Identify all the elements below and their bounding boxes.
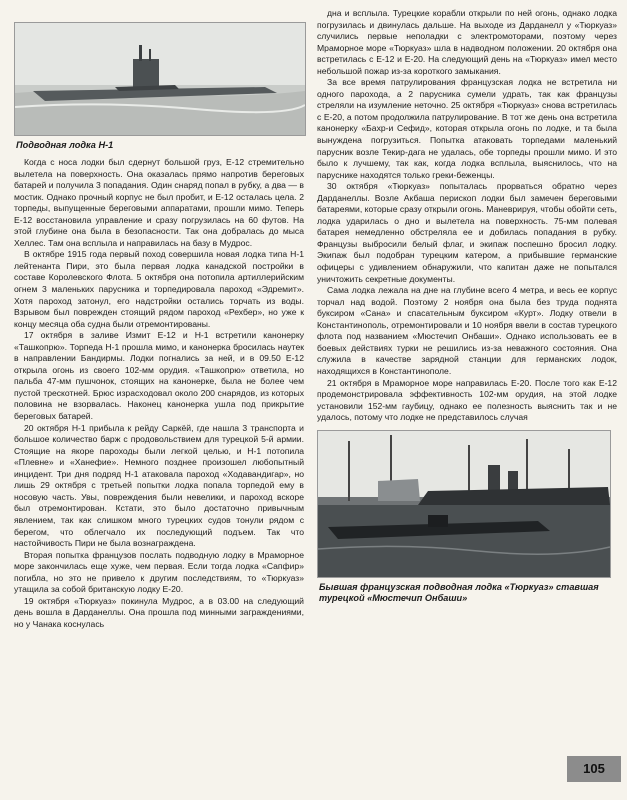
paragraph: 17 октября в заливе Измит Е-12 и Н-1 встретили канонерку «Ташкопрю». Торпеда Н-1 прошла мимо, и канонерка бросилась наутек в направлении Бандирмы. Лодки погнались за ней, и в 09.50 Е-12 открыла огонь из своего 102-мм орудия. «Ташкопрю» ответила, но пальба 47-мм пушчонок, стоящих на канонерке, была не более чем пустой трескотней. Брюс израсходовал около 200 снарядов, из которых половина не взорвалась. Наконец канонерка ушла под прикрытие береговых батарей. xyxy=(14,330,304,422)
page-number: 105 xyxy=(567,756,621,782)
paragraph: дна и всплыла. Турецкие корабли открыли по ней огонь, однако лодка погрузилась и двинулась дальше. На выходе из Дарданелл у «Тюркуаз» случились первые неполадки с электромоторами, поэтому через Мраморное море «Тюркуаз» шла в надводном положении. 20 октября она встретилась с Е-12 и Е-20. На следующий день на «Тюркуаз» имел место небольшой пожар из-за короткого замыкания. xyxy=(317,8,617,76)
paragraph: 30 октября «Тюркуаз» попыталась прорваться обратно через Дарданеллы. Возле Акбаша перископ лодки был замечен береговыми батареями, которые сразу открыли огонь. Маневрируя, чтобы обойти сеть, лодка ударилась о дно и вылетела на поверхность. 75-мм полевая батарея немедленно обстреляла ее и добилась попадания в рубку. Французы выбросили белый флаг, и экипаж поспешно бросил лодку. Экипаж был подобран турецким катером, а прибывшие германские офицеры с удивлением обнаружили, что капитан даже не попытался уничтожить секретные документы. xyxy=(317,181,617,284)
paragraph: В октябре 1915 года первый поход совершила новая лодка типа Н-1 лейтенанта Пири, это была первая лодка канадской постройки в составе Королевского Флота. 5 октября она потопила артиллерийским огнем 3 маленьких парусника и торпедировала пароход «Эдремит». Хотя пароход затонул, его надстройки остались торчать из воды. Взрывом был поврежден стоящий рядом пароход «Рехбер», но уже к концу месяца оба судна были отремонтированы. xyxy=(14,249,304,329)
photo-caption-h1: Подводная лодка Н-1 xyxy=(16,140,114,150)
harbor-ships-illustration xyxy=(318,431,610,577)
paragraph: Когда с носа лодки был сдернут большой груз, Е-12 стремительно вылетела на поверхность. Она оказалась прямо напротив береговых батарей и получила 3 попадания. Один снаряд попал в рубку, а два — в мостик. Однако прочный корпус не был пробит, и Е-12 осталась цела. 2 торпеды, выпущенные береговыми аппаратами, прошли мимо. Теперь Е-12 восстановила управление и сразу погрузилась на 60 футов. На этой глубине она была в безопасности. Так она добралась до мыса Хеллес. Там она всплыла и направилась на базу в Мудрос. xyxy=(14,157,304,248)
paragraph: За все время патрулирования французская лодка не встретила ни одного парохода, а 2 парусника сумели удрать, так как французы стреляли на изумление неточно. 25 октября «Тюркуаз» снова встретилась с Е-20, а потом продолжила патрулирование. В тот же день она встретила канонерку «Бахр-и Сефид», которая открыла огонь по лодке, и та была вынуждена погрузиться. Попытка атаковать торпедами маленький парусник возле Текир-дага не удалась, обе торпеды прошли мимо. И это было к лучшему, так как, когда лодка всплыла, выяснилось, что на паруснике находятся только греки-беженцы. xyxy=(317,77,617,180)
paragraph: Вторая попытка французов послать подводную лодку в Мраморное море закончилась еще хуже, чем первая. Если тогда лодка «Сапфир» погибла, но это не привело к другим последствиям, то «Тюркуаз» утащила за собой британскую лодку Е-20. xyxy=(14,549,304,595)
right-body-text xyxy=(317,8,617,424)
right-column xyxy=(317,8,617,610)
paragraph: 20 октября Н-1 прибыла к рейду Саркёй, где нашла 3 транспорта и большое количество барж с продовольствием для турецкой 5-й армии. Стоящие на якоре пароходы были легкой целью, и Н-1 потопила «Плевне» и «Ханефие». Немного позднее произошел любопытный инцидент. Три дня подряд Н-1 атаковала пароход «Ходавандигар», но лишь 29 октября с третьей попытки лодка попала торпедой ему в носовую часть. Увы, повреждения были невелики, и пароход вскоре был отремонтирован. Кстати, это было достаточно привычным явлением, так как слишком много турецких судов тонули рядом с берегом, что облегчало их последующий подъем. Так что настойчивость Пири не была вознаграждена. xyxy=(14,422,304,549)
left-body-text xyxy=(14,157,304,630)
submarine-h1-illustration xyxy=(15,23,305,135)
submarine-h1-photo xyxy=(14,22,306,136)
paragraph: 21 октября в Мраморное море направилась Е-20. После того как Е-12 продемонстрировала эффективность 102-мм орудия, на этой лодке установили 152-мм гаубицу, однако ее полезность выяснить так и не удалось, потому что лодке не представилось случая xyxy=(317,377,617,423)
harbor-photo xyxy=(317,430,611,578)
paragraph: 19 октября «Тюркуаз» покинула Мудрос, а в 03.00 на следующий день вошла в Дарданеллы. Она прошла под минными заграждениями, но у Чанака коснулась xyxy=(14,595,304,629)
paragraph: Сама лодка лежала на дне на глубине всего 4 метра, и весь ее корпус торчал над водой. Поэтому 2 ноября она была без труда поднята буксиром «Сана» и спасательным буксиром «Курт». Лодку отвели в Константинополь, отремонтировали и 10 ноября ввели в состав турецкого флота под названием «Мюстечип Онбаши». Однако использовать ее в боевых действиях турки не решились из-за неважного состояния. Она служила в качестве зарядной станции для германских лодок, находящихся в Константинополе. xyxy=(317,285,617,376)
photo-caption-turquoise: Бывшая французская подводная лодка «Тюркуаз» ставшая турецкой «Мюстечип Онбаши» xyxy=(319,581,599,603)
left-column xyxy=(14,0,304,630)
